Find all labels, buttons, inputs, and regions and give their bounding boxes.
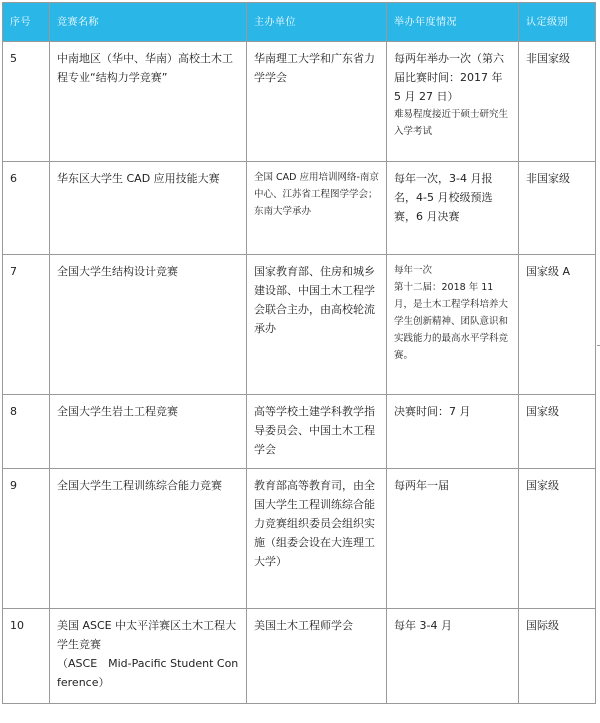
row-host: 高等学校土建学科教学指导委员会、中国土木工程学会 [247, 395, 387, 469]
row-host: 国家教育部、住房和城乡建设部、中国土木工程学会联合主办，由高校轮流承办 [247, 255, 387, 395]
row-name: 全国大学生结构设计竞赛 [50, 255, 247, 395]
row-level: 国家级 [519, 395, 596, 469]
row-name: 全国大学生岩土工程竞赛 [50, 395, 247, 469]
competition-table [2, 2, 596, 704]
row-name-en: （ASCE Mid-Pacific Student Conference） [57, 657, 239, 689]
row-host: 美国土木工程师学会 [247, 609, 387, 704]
table-row [3, 42, 596, 162]
header-name: 竞赛名称 [50, 3, 247, 42]
row-no: 10 [3, 609, 50, 704]
row-level: 国家级 [519, 469, 596, 609]
header-no: 序号 [3, 3, 50, 42]
row-no: 5 [3, 42, 50, 162]
row-host: 教育部高等教育司，由全国大学生工程训练综合能力竞赛组织委员会组织实施（组委会设在大连理工大学） [247, 469, 387, 609]
row-no: 6 [3, 162, 50, 255]
row-level: 非国家级 [519, 162, 596, 255]
table-row [3, 469, 596, 609]
row-hold [387, 255, 519, 395]
row-host [247, 162, 387, 255]
row-hold-text: 每两年举办一次（第六届比赛时间：2017 年 5 月 27 日） [394, 52, 504, 103]
row-level: 非国家级 [519, 42, 596, 162]
table-row [3, 255, 596, 395]
row-hold [387, 42, 519, 162]
row-name [50, 609, 247, 704]
row-name-text: 美国 ASCE 中太平洋赛区土木工程大学生竞赛 [57, 619, 237, 651]
row-hold: 每年 3-4 月 [387, 609, 519, 704]
row-hold: 每两年一届 [387, 469, 519, 609]
row-level: 国家级 A [519, 255, 596, 395]
row-host-text: 全国 CAD 应用培训网络-南京中心、江苏省工程图学学会； [254, 172, 379, 200]
row-hold-note: 难易程度接近于硕士研究生入学考试 [394, 109, 509, 137]
row-no: 8 [3, 395, 50, 469]
row-hold-text: 每年一次 [394, 265, 433, 276]
row-host: 华南理工大学和广东省力学学会 [247, 42, 387, 162]
row-name: 中南地区（华中、华南）高校土木工程专业“结构力学竞赛” [50, 42, 247, 162]
header-host: 主办单位 [247, 3, 387, 42]
row-no: 9 [3, 469, 50, 609]
row-name: 华东区大学生 CAD 应用技能大赛 [50, 162, 247, 255]
header-level: 认定级别 [519, 3, 596, 42]
row-host-note: 东南大学承办 [254, 206, 312, 217]
table-row [3, 609, 596, 704]
table-header-row [3, 3, 596, 42]
row-hold: 决赛时间：7 月 [387, 395, 519, 469]
row-no: 7 [3, 255, 50, 395]
header-hold: 举办年度情况 [387, 3, 519, 42]
row-name: 全国大学生工程训练综合能力竞赛 [50, 469, 247, 609]
row-hold: 每年一次，3-4 月报名，4-5 月校级预选赛，6 月决赛 [387, 162, 519, 255]
table-row [3, 162, 596, 255]
table-row [3, 395, 596, 469]
row-hold-note: 第十二届：2018 年 11 月，是土木工程学科培养大学生创新精神、团队意识和实践能力的最高水平学科竞赛。 [394, 282, 509, 361]
row-level: 国际级 [519, 609, 596, 704]
